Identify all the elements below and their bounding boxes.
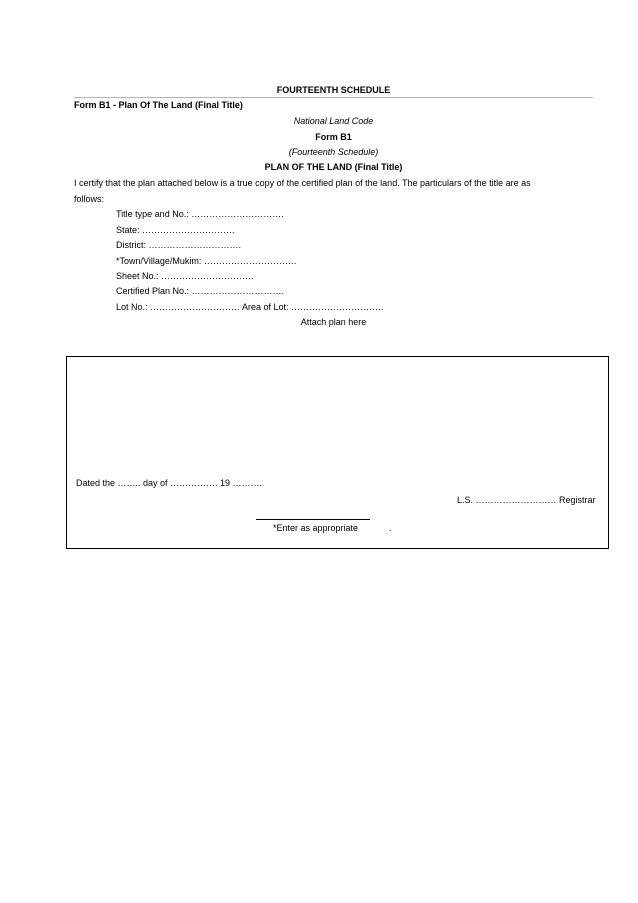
- field-sheet-no: Sheet No.: ………………………….: [116, 271, 254, 281]
- footnote: *Enter as appropriate: [273, 523, 359, 533]
- code-title: National Land Code: [293, 116, 374, 126]
- dated-line: Dated the …….. day of ……………. 19 ……….: [76, 478, 263, 488]
- form-number: Form B1: [315, 132, 352, 142]
- schedule-title: FOURTEENTH SCHEDULE: [276, 85, 391, 95]
- header-rule: [74, 97, 593, 98]
- certification-line-2: follows:: [74, 194, 105, 204]
- field-certified-plan-no: Certified Plan No.: ………………………….: [116, 286, 285, 296]
- signature-rule: [256, 519, 370, 520]
- field-title-type: Title type and No.: ………………………….: [116, 209, 284, 219]
- footnote-period: .: [389, 523, 392, 533]
- field-state: State: ………………………….: [116, 225, 235, 235]
- certification-line-1: I certify that the plan attached below is a true copy of the certified plan of the land. The particulars of the title are as: [74, 178, 531, 188]
- plan-box: [66, 356, 609, 549]
- schedule-reference: (Fourteenth Schedule): [288, 147, 379, 157]
- registrar-line: L.S. ……………………… Registrar: [457, 495, 596, 505]
- field-lot-and-area: Lot No.: ………………………… Area of Lot: ………………………….: [116, 302, 384, 312]
- field-district: District: ………………………….: [116, 240, 241, 250]
- plan-title: PLAN OF THE LAND (Final Title): [264, 162, 403, 172]
- field-town-village-mukim: *Town/Village/Mukim: ………………………….: [116, 256, 297, 266]
- form-heading: Form B1 - Plan Of The Land (Final Title): [74, 100, 243, 110]
- attach-plan-note: Attach plan here: [300, 317, 367, 327]
